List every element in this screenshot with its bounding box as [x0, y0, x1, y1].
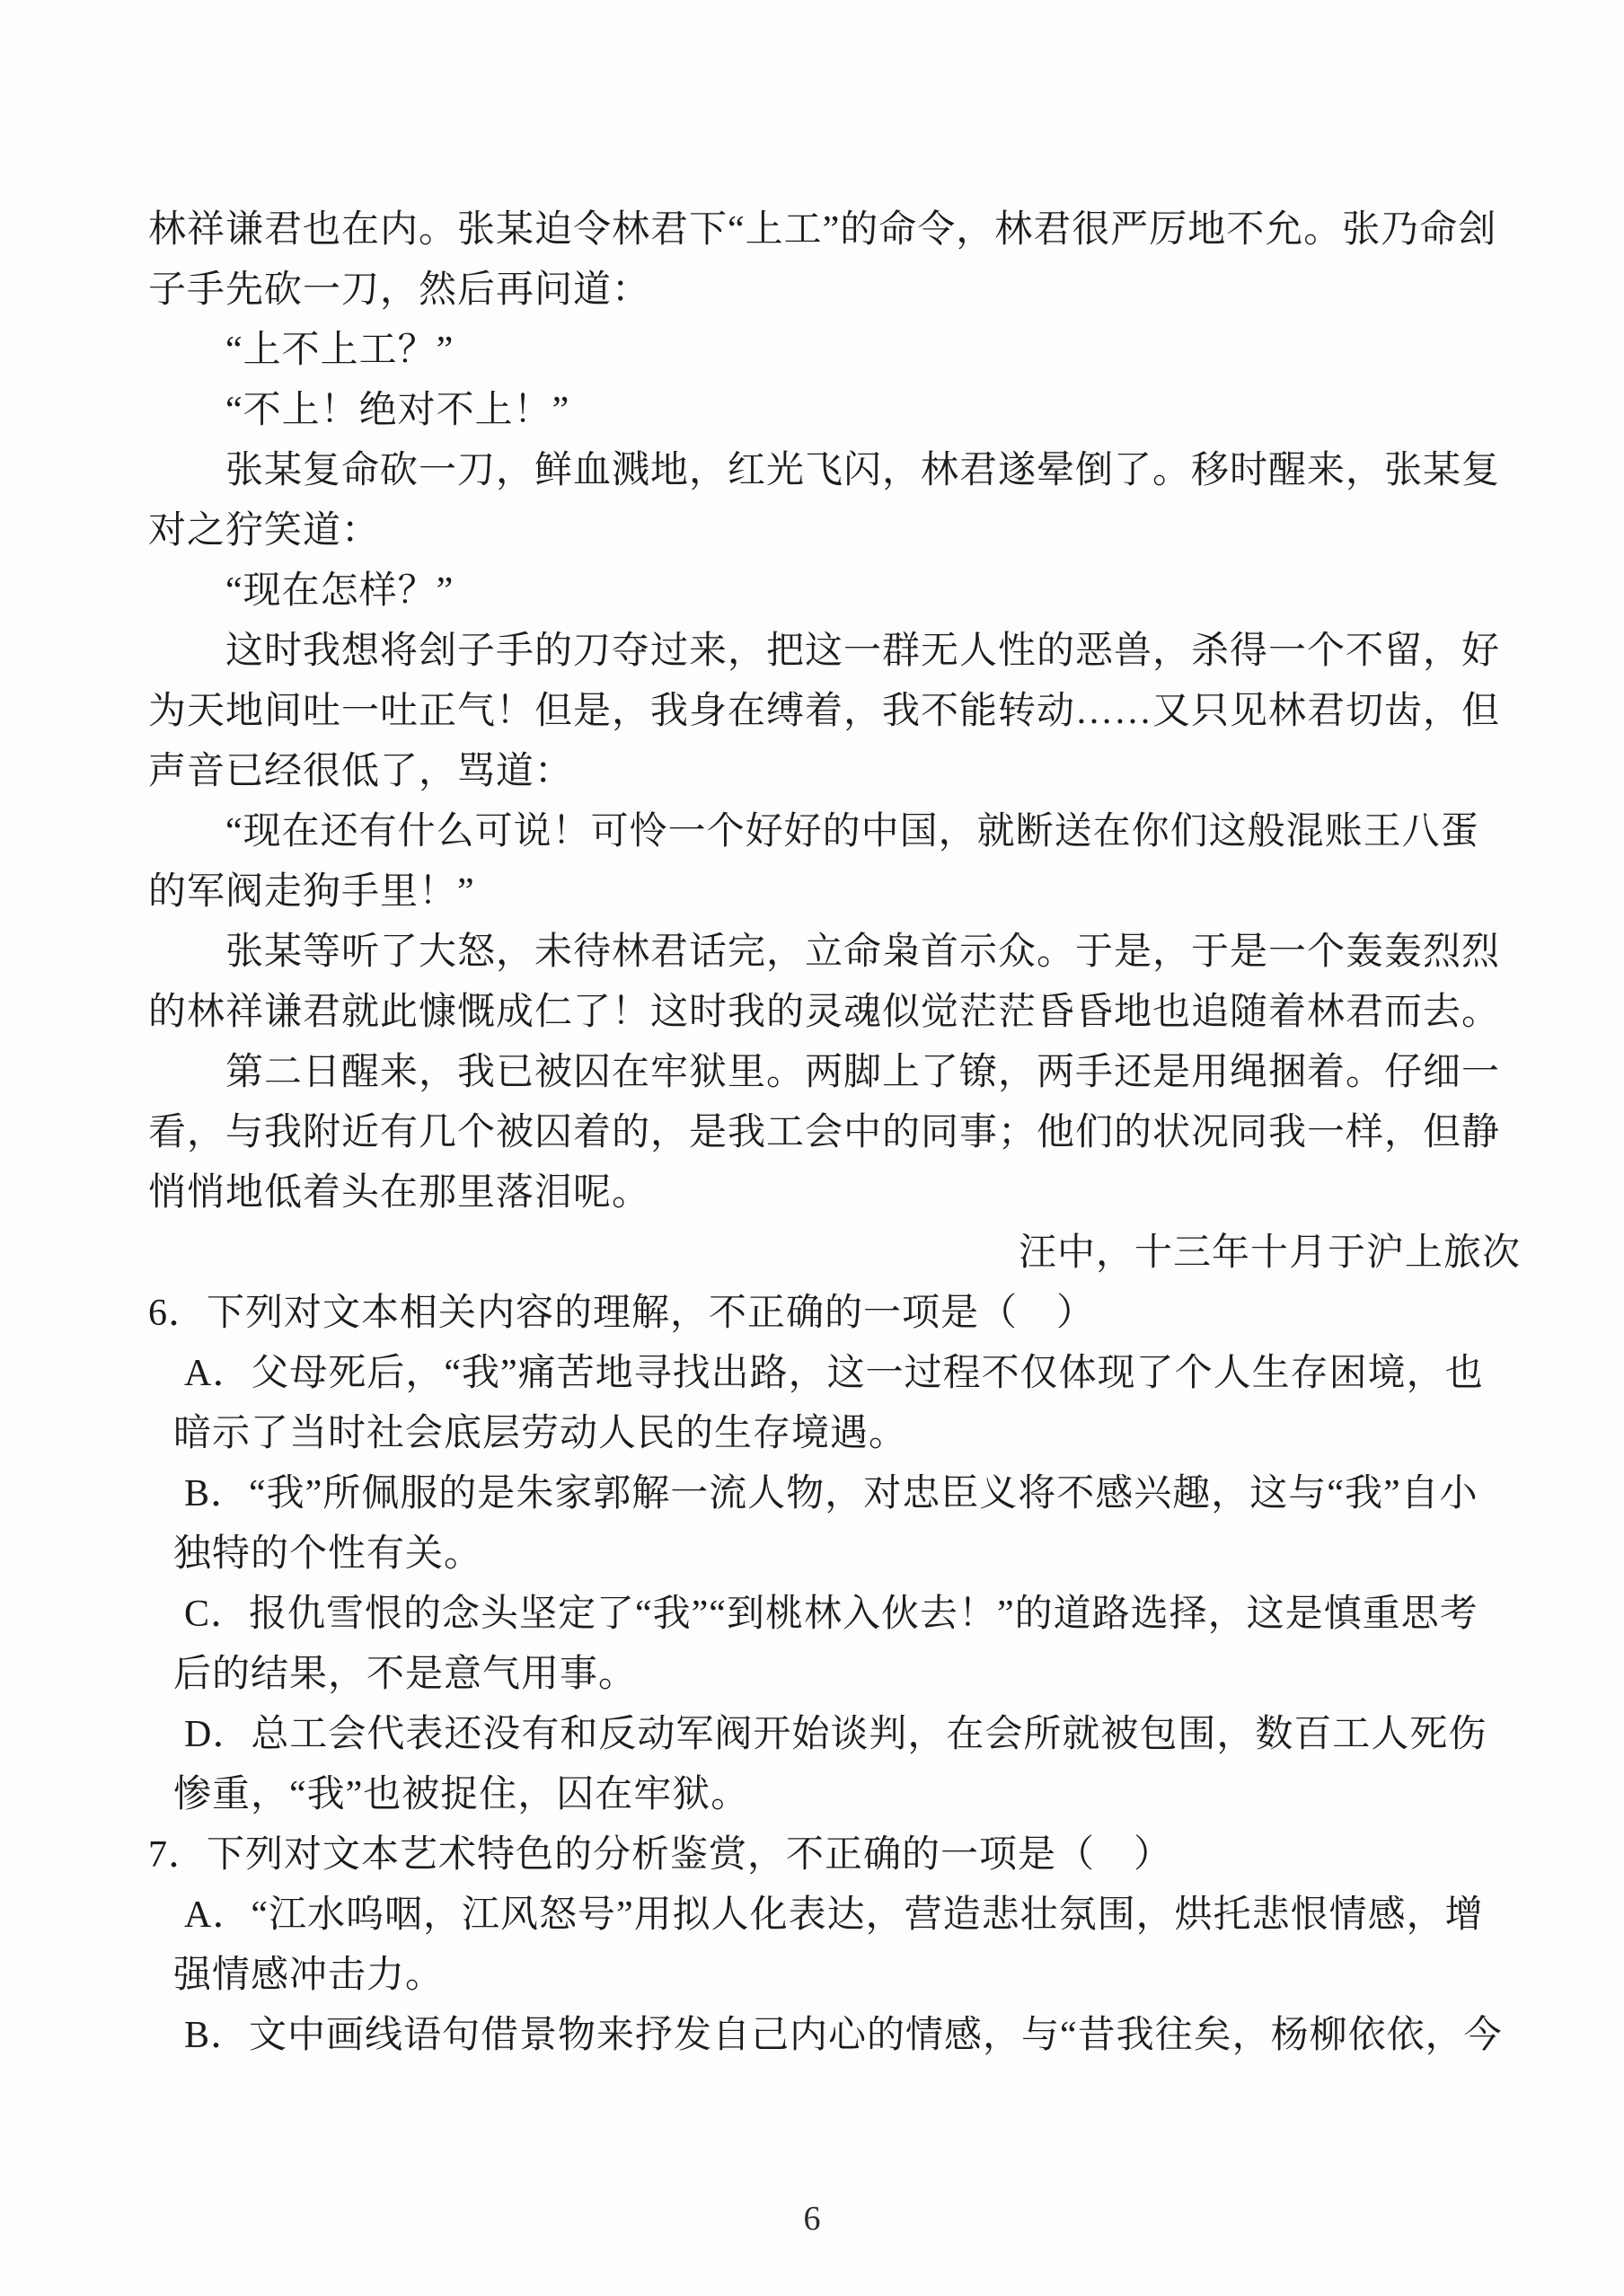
text-line: 声音已经很低了，骂道： [148, 751, 574, 792]
text-line: A．父母死后，“我”痛苦地寻找出路，这一过程不仅体现了个人生存困境，也 [184, 1353, 1484, 1394]
text-line: “不上！绝对不上！” [225, 390, 570, 431]
text-line: 后的结果，不是意气用事。 [173, 1654, 638, 1695]
text-line: 7．下列对文本艺术特色的分析鉴赏，不正确的一项是（ ） [148, 1834, 1173, 1876]
text-line: 看，与我附近有几个被囚着的，是我工会中的同事；他们的状况同我一样，但静 [148, 1112, 1501, 1153]
text-line: 悄悄地低着头在那里落泪呢。 [148, 1172, 651, 1214]
text-line: C．报仇雪恨的念头坚定了“我”“到桃林入伙去！”的道路选择，这是慎重思考 [184, 1594, 1478, 1635]
text-line: 6．下列对文本相关内容的理解，不正确的一项是（ ） [148, 1293, 1096, 1334]
text-line: 这时我想将刽子手的刀夺过来，把这一群无人性的恶兽，杀得一个不留，好 [225, 631, 1501, 672]
document-body [148, 200, 1524, 2066]
text-line: “现在还有什么可说！可怜一个好好的中国，就断送在你们这般混账王八蛋 [225, 811, 1479, 852]
text-line: “现在怎样？” [225, 570, 455, 612]
text-line: 张某等听了大怒，未待林君话完，立命枭首示众。于是，于是一个轰轰烈烈 [225, 932, 1501, 973]
text-line: 第二日醒来，我已被囚在牢狱里。两脚上了镣，两手还是用绳捆着。仔细一 [225, 1052, 1501, 1093]
text-line: 的林祥谦君就此慷慨成仁了！这时我的灵魂似觉茫茫昏昏地也追随着林君而去。 [148, 992, 1501, 1033]
text-line: B．文中画线语句借景物来抒发自己内心的情感，与“昔我往矣，杨柳依依，今 [184, 2015, 1503, 2056]
text-line: 的军阀走狗手里！” [148, 871, 475, 913]
text-line: 暗示了当时社会底层劳动人民的生存境遇。 [173, 1413, 908, 1454]
text-line: D．总工会代表还没有和反动军阀开始谈判，在会所就被包围，数百工人死伤 [184, 1714, 1487, 1755]
text-line: 强情感冲击力。 [173, 1955, 445, 1996]
text-line: 张某复命砍一刀，鲜血溅地，红光飞闪，林君遂晕倒了。移时醒来，张某复 [225, 450, 1501, 491]
page-number: 6 [803, 2200, 821, 2238]
text-line: 子手先砍一刀，然后再问道： [148, 269, 651, 311]
text-line: 林祥谦君也在内。张某迫令林君下“上工”的命令，林君很严厉地不允。张乃命刽 [148, 209, 1497, 251]
text-line: “上不上工？” [225, 330, 455, 371]
text-line: 汪中，十三年十月于沪上旅次 [1018, 1232, 1521, 1274]
text-line: B．“我”所佩服的是朱家郭解一流人物，对忠臣义将不感兴趣，这与“我”自小 [184, 1473, 1478, 1514]
text-line: 对之狞笑道： [148, 510, 381, 552]
text-line: A．“江水呜咽，江风怒号”用拟人化表达，营造悲壮氛围，烘托悲恨情感，增 [184, 1894, 1484, 1936]
text-line: 惨重，“我”也被捉住，囚在牢狱。 [173, 1774, 750, 1815]
text-line: 独特的个性有关。 [173, 1533, 483, 1575]
text-line: 为天地间吐一吐正气！但是，我身在缚着，我不能转动……又只见林君切齿，但 [148, 691, 1501, 732]
